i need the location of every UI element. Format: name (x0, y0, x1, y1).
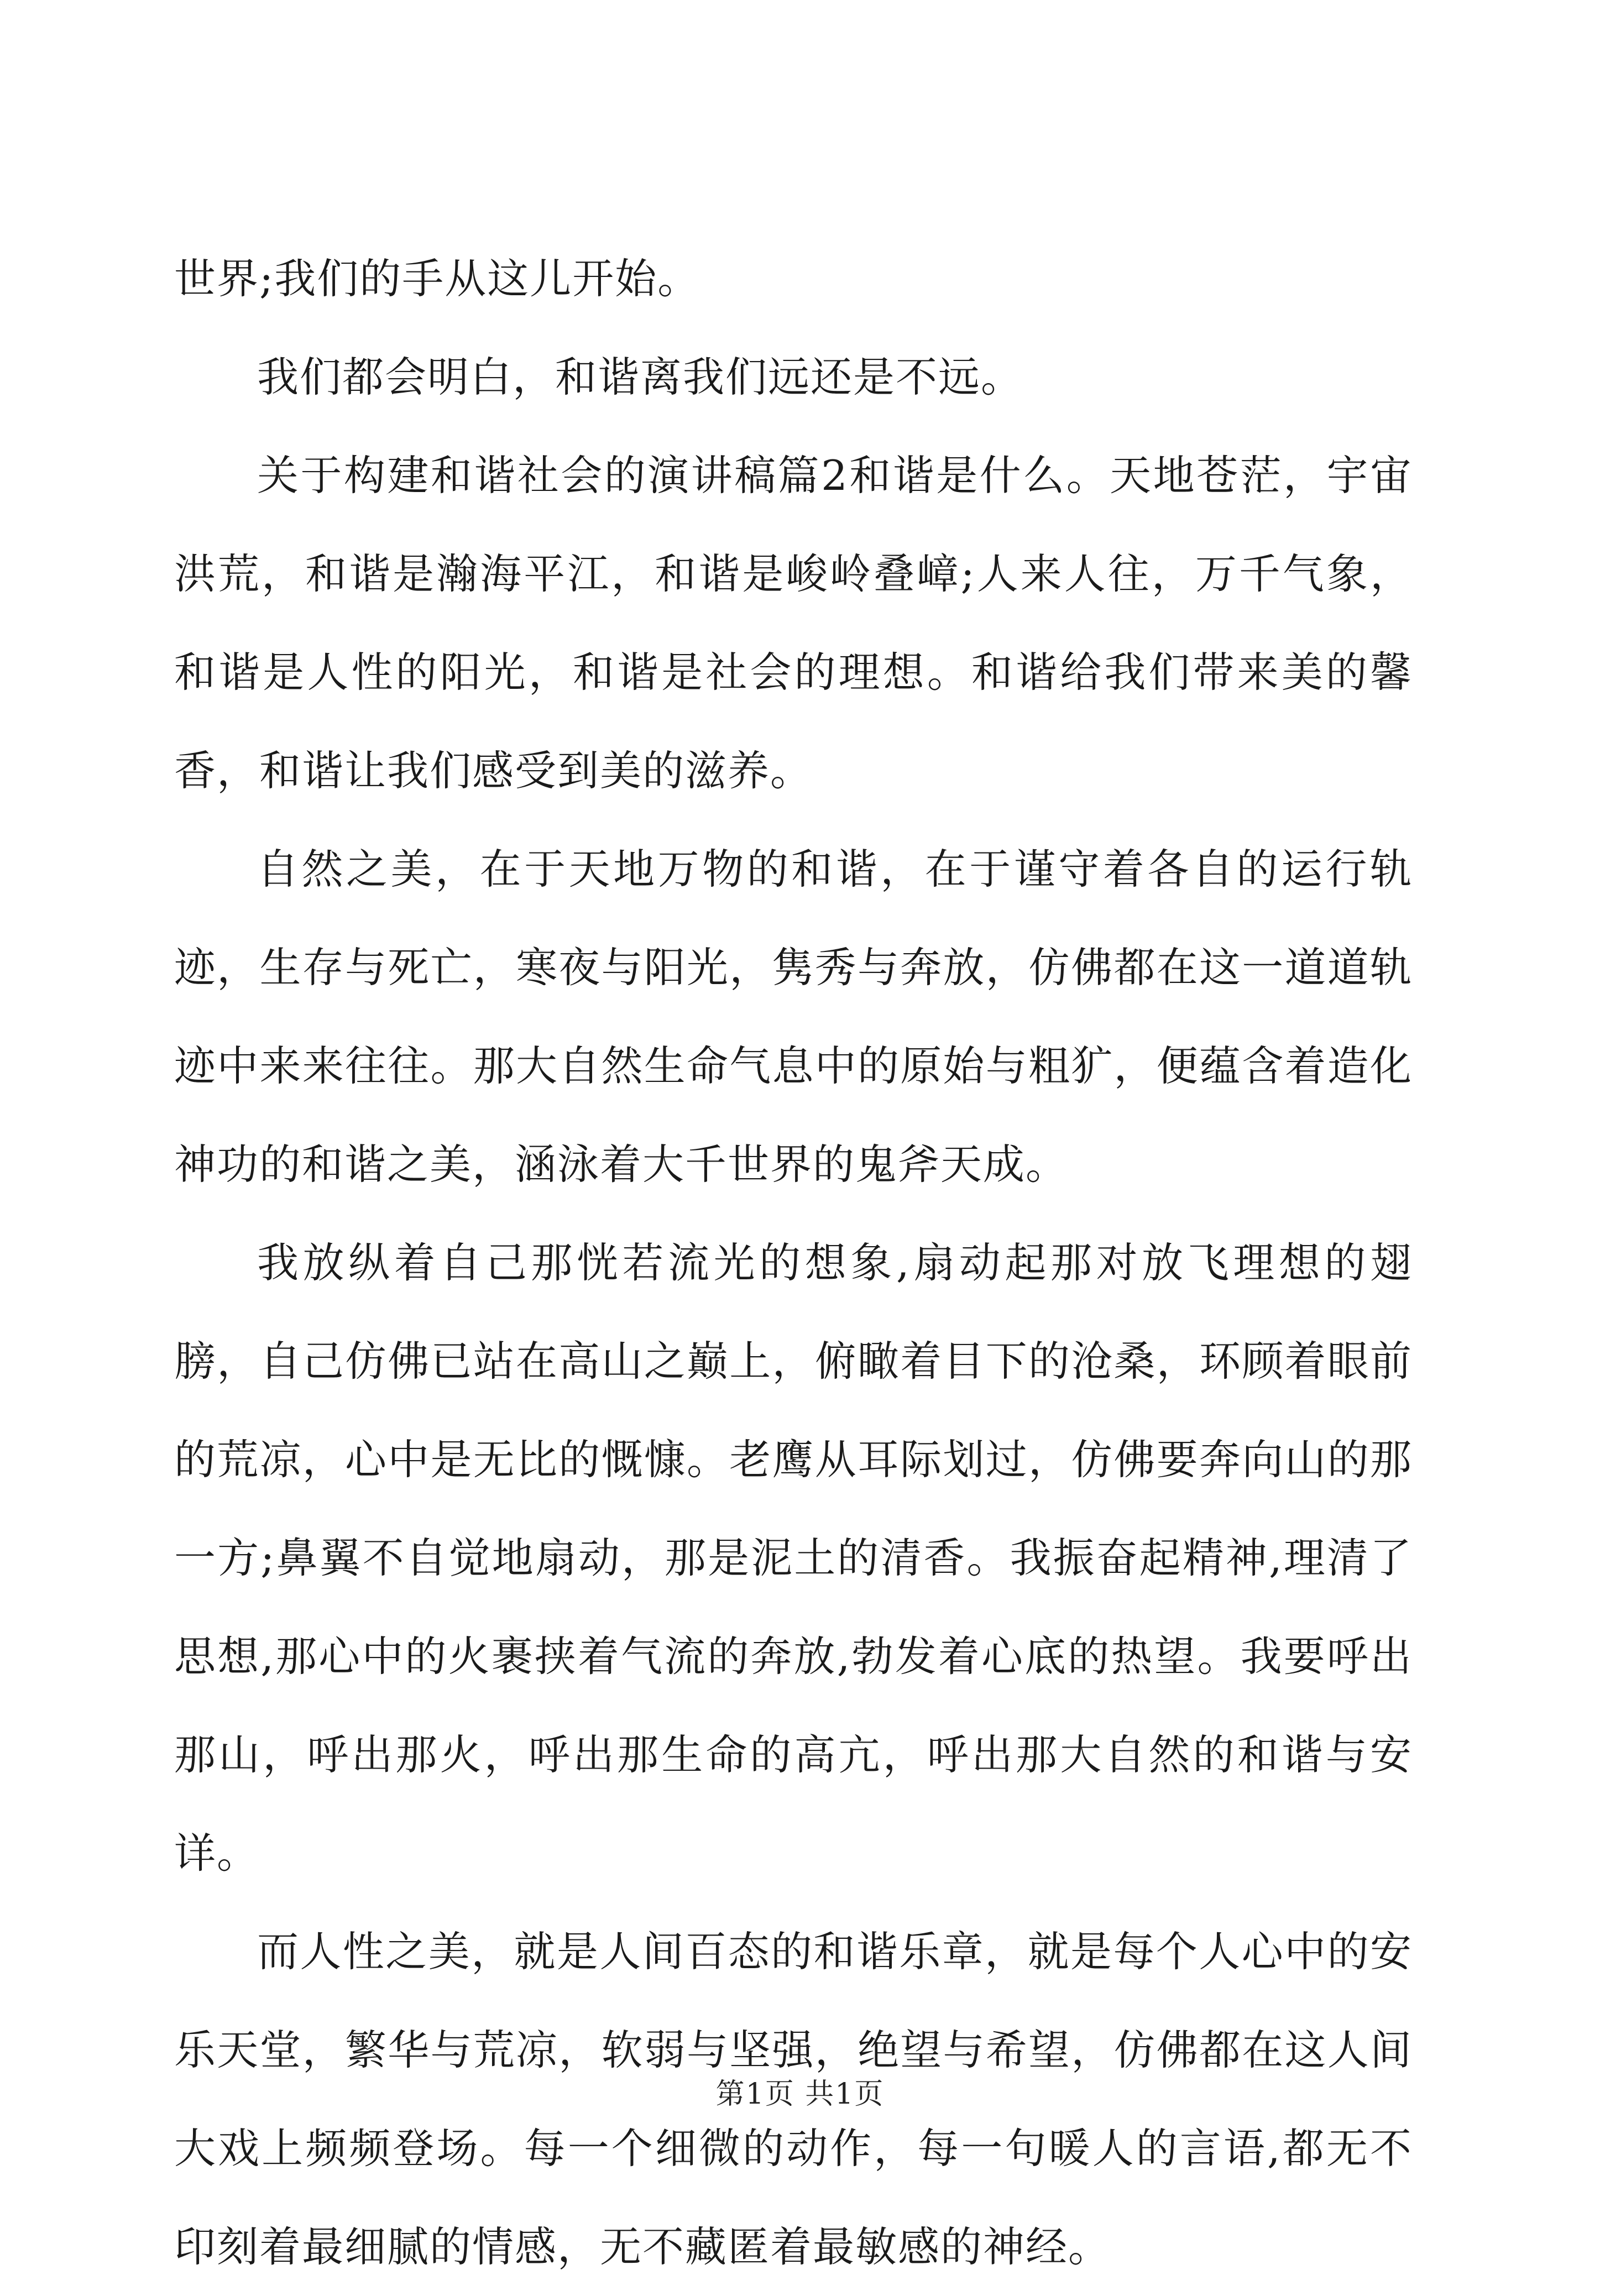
paragraph: 我们都会明白，和谐离我们远还是不远。 (257, 353, 1024, 401)
document-body (174, 229, 1413, 2296)
paragraph: 自然之美，在于天地万物的和谐，在于谨守着各自的运行轨迹，生存与死亡，寒夜与阳光，隽秀与奔放，仿佛都在这一道道轨迹中来来往往。那大自然生命气息中的原始与粗犷，便蕴含着造化神功的和谐之美，涵泳着大千世界的鬼斧天成。 (174, 845, 1413, 1189)
paragraph: 关于构建和谐社会的演讲稿篇2和谐是什么。天地苍茫，宇宙洪荒，和谐是瀚海平江，和谐是峻岭叠嶂;人来人往，万千气象，和谐是人性的阳光，和谐是社会的理想。和谐给我们带来美的馨香，和谐让我们感受到美的滋养。 (174, 451, 1413, 795)
paragraph: 我放纵着自己那恍若流光的想象,扇动起那对放飞理想的翅膀，自己仿佛已站在高山之巅上，俯瞰着目下的沧桑，环顾着眼前的荒凉，心中是无比的慨慷。老鹰从耳际划过，仿佛要奔向山的那一方;鼻翼不自觉地扇动，那是泥土的清香。我振奋起精神,理清了思想,那心中的火裹挟着气流的奔放,勃发着心底的热望。我要呼出那山，呼出那火，呼出那生命的高亢，呼出那大自然的和谐与安详。 (174, 1238, 1413, 1877)
paragraph-continuation: 世界;我们的手从这儿开始。 (174, 254, 700, 303)
page-footer: 第1页 共1页 (715, 2078, 885, 2111)
paragraph: 而人性之美，就是人间百态的和谐乐章，就是每个人心中的安乐天堂，繁华与荒凉，软弱与坚强，绝望与希望，仿佛都在这人间大戏上频频登场。每一个细微的动作，每一句暖人的言语,都无不印刻着最细腻的情感，无不藏匿着最敏感的神经。 (174, 1927, 1413, 2271)
